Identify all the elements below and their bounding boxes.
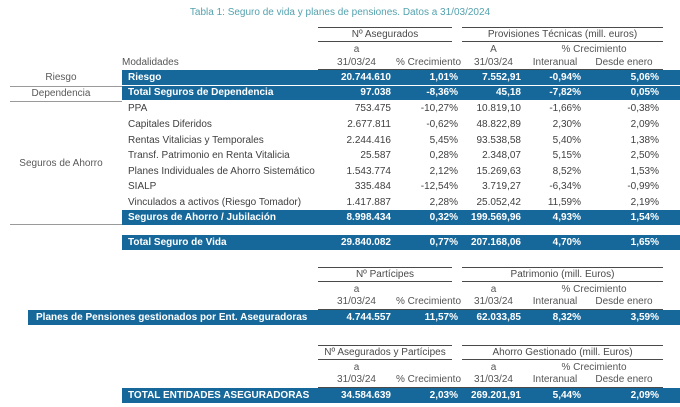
cell-interanual: -6,34% bbox=[549, 181, 581, 193]
section1-header bbox=[122, 27, 663, 70]
table-row-transf-patrimonio bbox=[122, 148, 680, 164]
col-header-fecha1: 31/03/24 bbox=[337, 56, 376, 68]
gutter-label-dependencia: Dependencia bbox=[31, 87, 91, 99]
col-header-crecimiento1: % Crecimiento bbox=[395, 296, 462, 308]
table-row-vinculados-activos bbox=[122, 195, 680, 211]
cell-asegurados: 29.840.082 bbox=[340, 236, 391, 248]
cell-interanual: 2,30% bbox=[552, 119, 581, 131]
cell-crecimiento: -12,54% bbox=[420, 181, 458, 193]
row-label: PPA bbox=[128, 103, 148, 115]
table-row-riesgo bbox=[122, 70, 680, 86]
cell-interanual: 11,59% bbox=[547, 197, 581, 209]
col-header-fecha1: 31/03/24 bbox=[337, 296, 376, 308]
cell-crecimiento: 0,28% bbox=[429, 150, 458, 162]
row-label: Seguros de Ahorro / Jubilación bbox=[128, 212, 276, 224]
column-group-gap bbox=[452, 27, 462, 42]
table-row-ppa bbox=[122, 101, 680, 117]
cell-provisiones: 10.819,10 bbox=[476, 103, 521, 115]
cell-asegurados: 1.417.887 bbox=[346, 197, 391, 209]
gutter-label-seguros-de-ahorro bbox=[0, 101, 122, 226]
section2-header bbox=[318, 267, 663, 310]
col-header-crecimiento1: % Crecimiento bbox=[395, 374, 462, 386]
column-group-gap bbox=[452, 267, 462, 282]
cell-asegurados-participes: 34.584.639 bbox=[340, 389, 391, 401]
row-label: Total Seguros de Dependencia bbox=[128, 87, 274, 99]
modalidades-header: Modalidades bbox=[122, 57, 179, 68]
gutter-label-riesgo: Riesgo bbox=[45, 72, 77, 83]
column-group-participes: Nº Partícipes bbox=[318, 267, 452, 282]
table-row-total-entidades bbox=[122, 388, 680, 404]
row-label: Total Seguro de Vida bbox=[128, 236, 227, 248]
subheader-row-b bbox=[318, 373, 663, 388]
col-header-interanual: Interanual bbox=[532, 374, 578, 386]
row-label: Planes Individuales de Ahorro Sistemático bbox=[128, 165, 315, 177]
column-group-ahorro-gestionado: Ahorro Gestionado (mill. Euros) bbox=[462, 345, 663, 360]
cell-provisiones: 207.168,06 bbox=[470, 236, 521, 248]
cell-interanual: 5,40% bbox=[552, 134, 581, 146]
cell-asegurados: 2.677.811 bbox=[347, 119, 391, 131]
cell-desde-enero: 2,09% bbox=[630, 119, 659, 131]
column-group-provisiones: Provisiones Técnicas (mill. euros) bbox=[462, 27, 663, 42]
cell-asegurados: 335.484 bbox=[354, 181, 391, 193]
subheader-a: a bbox=[490, 283, 497, 295]
cell-desde-enero: 3,59% bbox=[630, 311, 659, 323]
col-header-crecimiento1: % Crecimiento bbox=[395, 56, 462, 68]
col-header-desde-enero: Desde enero bbox=[595, 296, 653, 308]
subheader-a: a bbox=[490, 361, 497, 373]
cell-crecimiento: 5,45% bbox=[429, 134, 458, 146]
cell-desde-enero: 5,06% bbox=[630, 71, 659, 83]
cell-interanual: 8,52% bbox=[552, 165, 581, 177]
column-group-asegurados: Nº Asegurados bbox=[318, 27, 452, 42]
cell-crecimiento: 0,32% bbox=[429, 212, 458, 224]
cell-crecimiento: 2,12% bbox=[429, 165, 458, 177]
col-header-fecha1: 31/03/24 bbox=[337, 374, 376, 386]
cell-provisiones: 7.552,91 bbox=[482, 71, 521, 83]
cell-interanual: 8,32% bbox=[552, 311, 581, 323]
cell-desde-enero: 1,65% bbox=[630, 236, 659, 248]
col-header-fecha2: 31/03/24 bbox=[474, 296, 513, 308]
col-header-interanual: Interanual bbox=[532, 296, 578, 308]
row-label: Planes de Pensiones gestionados por Ent. Aseguradoras bbox=[36, 311, 308, 323]
row-label: Capitales Diferidos bbox=[128, 119, 212, 131]
cell-provisiones: 93.538,58 bbox=[476, 134, 521, 146]
col-header-fecha2: 31/03/24 bbox=[474, 374, 513, 386]
subheader-row-a bbox=[318, 360, 663, 373]
row-label: Vinculados a activos (Riesgo Tomador) bbox=[128, 197, 302, 209]
cell-interanual: 4,70% bbox=[552, 236, 581, 248]
row-label: Transf. Patrimonio en Renta Vitalicia bbox=[128, 150, 290, 162]
table-row-capitales-diferidos bbox=[122, 117, 680, 133]
cell-asegurados: 25.587 bbox=[360, 150, 391, 162]
cell-interanual: -7,82% bbox=[549, 87, 581, 99]
cell-provisiones: 25.052,42 bbox=[476, 197, 521, 209]
cell-interanual: 5,15% bbox=[552, 150, 581, 162]
cell-asegurados: 2.244.416 bbox=[346, 134, 391, 146]
subheader-a: a bbox=[353, 44, 360, 55]
table-row-total-seguro-vida bbox=[122, 235, 680, 251]
table-row-sialp bbox=[122, 179, 680, 195]
column-group-asegurados-participes: Nº Asegurados y Partícipes bbox=[318, 345, 452, 360]
table-row-planes-pensiones bbox=[28, 310, 680, 326]
section1-rows bbox=[0, 70, 680, 226]
cell-provisiones: 3.719,27 bbox=[482, 181, 521, 193]
subheader-row-a bbox=[318, 282, 663, 295]
table-row-rentas-vitalicias bbox=[122, 132, 680, 148]
cell-provisiones: 48.822,89 bbox=[476, 119, 521, 131]
cell-desde-enero: 0,05% bbox=[630, 87, 659, 99]
cell-desde-enero: 2,50% bbox=[630, 150, 659, 162]
cell-desde-enero: -0,99% bbox=[627, 181, 659, 193]
cell-desde-enero: 1,38% bbox=[630, 134, 659, 146]
table-row-planes-individuales bbox=[122, 164, 680, 180]
cell-interanual: -0,94% bbox=[549, 71, 581, 83]
section3-header bbox=[318, 345, 663, 388]
cell-desde-enero: -0,38% bbox=[627, 103, 659, 115]
cell-desde-enero: 2,19% bbox=[630, 197, 659, 209]
subheader-crecimiento-group: % Crecimiento bbox=[561, 44, 627, 55]
cell-desde-enero: 2,09% bbox=[630, 389, 659, 401]
cell-asegurados: 1.543.774 bbox=[346, 165, 391, 177]
table-row-dependencia bbox=[122, 86, 680, 102]
cell-desde-enero: 1,54% bbox=[630, 212, 659, 224]
cell-asegurados: 8.998.434 bbox=[346, 212, 391, 224]
cell-crecimiento: 2,03% bbox=[429, 389, 458, 401]
col-header-fecha2: 31/03/24 bbox=[474, 56, 513, 68]
cell-crecimiento: 1,01% bbox=[429, 71, 458, 83]
gutter-label-text: Seguros de Ahorro bbox=[19, 158, 103, 170]
cell-interanual: 5,44% bbox=[552, 389, 581, 401]
subheader-crecimiento-group: % Crecimiento bbox=[561, 361, 627, 373]
column-group-patrimonio: Patrimonio (mill. Euros) bbox=[462, 267, 663, 282]
cell-interanual: -1,66% bbox=[549, 103, 581, 115]
subheader-crecimiento-group: % Crecimiento bbox=[561, 283, 627, 295]
cell-asegurados: 20.744.610 bbox=[340, 71, 391, 83]
subheader-a: a bbox=[353, 361, 360, 373]
table-row-ahorro-jubilacion bbox=[122, 210, 680, 226]
cell-crecimiento: 2,28% bbox=[429, 197, 458, 209]
gutter-divider bbox=[10, 86, 122, 87]
cell-provisiones: 15.269,63 bbox=[476, 165, 521, 177]
subheader-a-upper: A bbox=[490, 44, 497, 55]
subheader-a: a bbox=[353, 283, 360, 295]
cell-asegurados: 753.475 bbox=[354, 103, 391, 115]
row-label: Riesgo bbox=[128, 71, 162, 83]
gutter-divider bbox=[10, 101, 122, 102]
cell-crecimiento: 0,77% bbox=[429, 236, 458, 248]
cell-provisiones: 2.348,07 bbox=[482, 150, 521, 162]
col-header-interanual: Interanual bbox=[532, 56, 578, 68]
row-label: Rentas Vitalicias y Temporales bbox=[128, 134, 264, 146]
column-group-gap bbox=[452, 345, 462, 360]
cell-crecimiento: -10,27% bbox=[420, 103, 458, 115]
cell-crecimiento: 11,57% bbox=[424, 311, 458, 323]
table-title: Tabla 1: Seguro de vida y planes de pensiones. Datos a 31/03/2024 bbox=[189, 7, 491, 18]
gutter-divider bbox=[10, 224, 122, 225]
cell-patrimonio: 62.033,85 bbox=[476, 311, 521, 323]
cell-crecimiento: -0,62% bbox=[426, 119, 458, 131]
subheader-row-b bbox=[318, 295, 663, 310]
col-header-desde-enero: Desde enero bbox=[595, 56, 653, 68]
cell-desde-enero: 1,53% bbox=[630, 165, 659, 177]
cell-ahorro-gestionado: 269.201,91 bbox=[470, 389, 521, 401]
cell-provisiones: 199.569,96 bbox=[470, 212, 521, 224]
cell-interanual: 4,93% bbox=[552, 212, 581, 224]
cell-crecimiento: -8,36% bbox=[426, 87, 458, 99]
subheader-row-a bbox=[318, 42, 663, 55]
row-label: TOTAL ENTIDADES ASEGURADORAS bbox=[128, 389, 310, 401]
cell-provisiones: 45,18 bbox=[495, 87, 521, 99]
cell-asegurados: 97.038 bbox=[360, 87, 391, 99]
row-label: SIALP bbox=[128, 181, 157, 193]
cell-participes: 4.744.557 bbox=[346, 311, 391, 323]
col-header-desde-enero: Desde enero bbox=[595, 374, 653, 386]
subheader-row-b bbox=[318, 55, 663, 70]
